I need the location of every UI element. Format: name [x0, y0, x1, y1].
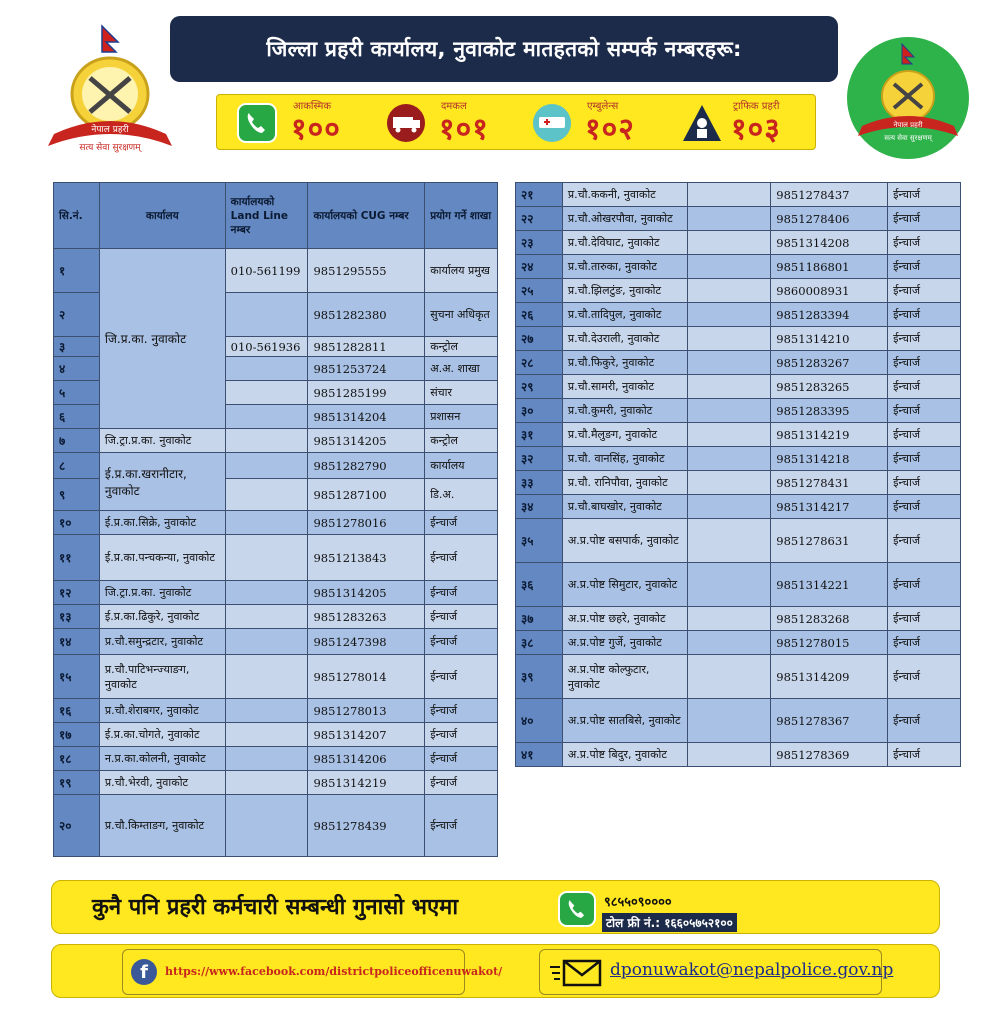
row-sn: २४ — [516, 255, 563, 279]
row-sn: १९ — [54, 771, 100, 795]
ambulance-icon — [531, 103, 573, 143]
header-branch: प्रयोग गर्ने शाखा — [425, 183, 498, 249]
office-name: जि.ट्रा.प्र.का. नुवाकोट — [99, 581, 225, 605]
table-row — [516, 399, 961, 423]
table-row — [54, 723, 498, 747]
table-row — [516, 519, 961, 563]
table-row — [516, 471, 961, 495]
page-title: जिल्ला प्रहरी कार्यालय, नुवाकोट मातहतको सम्पर्क नम्बरहरू: — [266, 37, 742, 61]
table-row — [516, 495, 961, 519]
cug-number: 9851314205 — [308, 581, 425, 605]
cug-number: 9851283394 — [771, 303, 888, 327]
office-name: प्र.चौ.झिलटुंङ, नुवाकोट — [562, 279, 687, 303]
row-sn: ३६ — [516, 563, 563, 607]
fire-truck-icon — [385, 103, 427, 143]
branch-name: ईन्चार्ज — [888, 495, 961, 519]
branch-name: ईन्चार्ज — [888, 231, 961, 255]
branch-name: ईन्चार्ज — [425, 747, 498, 771]
office-name: अ.प्र.पोष्ट बसपार्क, नुवाकोट — [562, 519, 687, 563]
landline-number — [687, 471, 771, 495]
branch-name: ईन्चार्ज — [425, 723, 498, 747]
cug-number: 9851282790 — [308, 453, 425, 479]
cug-number: 9851283268 — [771, 607, 888, 631]
landline-number — [225, 535, 308, 581]
branch-name: ईन्चार्ज — [888, 279, 961, 303]
office-name: ई.प्र.का.चोगते, नुवाकोट — [99, 723, 225, 747]
branch-name: कार्यालय प्रमुख — [425, 249, 498, 293]
emergency-number: १०३ — [731, 112, 781, 147]
emergency-label: दमकल — [441, 101, 467, 112]
landline-number — [687, 743, 771, 767]
branch-name: ईन्चार्ज — [425, 605, 498, 629]
branch-name: संचार — [425, 381, 498, 405]
office-name: प्र.चौ. रानिपौवा, नुवाकोट — [562, 471, 687, 495]
logo-right-ribbon: नेपाल प्रहरी — [893, 121, 923, 129]
landline-number — [225, 357, 308, 381]
complaint-banner — [51, 880, 940, 934]
branch-name: ईन्चार्ज — [888, 563, 961, 607]
cug-number: 9851278437 — [771, 183, 888, 207]
branch-name: ईन्चार्ज — [425, 699, 498, 723]
table-row — [516, 327, 961, 351]
branch-name: ईन्चार्ज — [425, 795, 498, 857]
cug-number: 9851314206 — [308, 747, 425, 771]
cug-number: 9851278431 — [771, 471, 888, 495]
landline-number — [687, 519, 771, 563]
phone-icon — [558, 891, 596, 927]
landline-number — [687, 495, 771, 519]
landline-number — [687, 399, 771, 423]
emergency-number: १०१ — [439, 112, 489, 147]
email-icon — [550, 959, 602, 987]
table-row — [516, 351, 961, 375]
row-sn: १ — [54, 249, 100, 293]
office-name: प्र.चौ.ककनी, नुवाकोट — [562, 183, 687, 207]
row-sn: ३४ — [516, 495, 563, 519]
branch-name: ईन्चार्ज — [425, 771, 498, 795]
landline-number — [687, 447, 771, 471]
branch-name: कन्ट्रोल — [425, 337, 498, 357]
table-row — [54, 699, 498, 723]
cug-number: 9851314219 — [308, 771, 425, 795]
contacts-table-right — [515, 182, 961, 767]
landline-number — [687, 303, 771, 327]
branch-name: ईन्चार्ज — [888, 607, 961, 631]
office-name: प्र.चौ.कुमरी, नुवाकोट — [562, 399, 687, 423]
row-sn: २१ — [516, 183, 563, 207]
cug-number: 9851278369 — [771, 743, 888, 767]
table-row — [54, 795, 498, 857]
table-row — [516, 699, 961, 743]
landline-number — [225, 629, 308, 655]
row-sn: ३ — [54, 337, 100, 357]
cug-number: 9851314217 — [771, 495, 888, 519]
row-sn: ४ — [54, 357, 100, 381]
branch-name: अ.अ. शाखा — [425, 357, 498, 381]
row-sn: ४१ — [516, 743, 563, 767]
office-name: अ.प्र.पोष्ट सिमुटार, नुवाकोट — [562, 563, 687, 607]
cug-number: 9851295555 — [308, 249, 425, 293]
table-row — [516, 303, 961, 327]
landline-number — [225, 429, 308, 453]
table-row — [54, 453, 498, 479]
row-sn: २३ — [516, 231, 563, 255]
row-sn: १३ — [54, 605, 100, 629]
table-row — [516, 607, 961, 631]
emergency-number: १०० — [291, 112, 341, 147]
landline-number — [687, 231, 771, 255]
table-row — [516, 375, 961, 399]
table-row — [516, 207, 961, 231]
cug-number: 9851278015 — [771, 631, 888, 655]
complaint-number[interactable]: ९८५५०९०००० — [604, 895, 672, 910]
nepal-police-green-emblem-icon — [846, 36, 970, 160]
emergency-label: एम्बुलेन्स — [587, 101, 619, 112]
branch-name: कन्ट्रोल — [425, 429, 498, 453]
office-name: जि.प्र.का. नुवाकोट — [99, 249, 225, 429]
landline-number — [225, 771, 308, 795]
branch-name: ईन्चार्ज — [425, 581, 498, 605]
cug-number: 9851314208 — [771, 231, 888, 255]
row-sn: ६ — [54, 405, 100, 429]
row-sn: १२ — [54, 581, 100, 605]
office-name: प्र.चौ.मैलुङग, नुवाकोट — [562, 423, 687, 447]
branch-name: ईन्चार्ज — [425, 535, 498, 581]
office-name: प्र.चौ.बाघखोर, नुवाकोट — [562, 495, 687, 519]
branch-name: ईन्चार्ज — [888, 255, 961, 279]
branch-name: ईन्चार्ज — [888, 207, 961, 231]
row-sn: २९ — [516, 375, 563, 399]
cug-number: 9851314218 — [771, 447, 888, 471]
branch-name: ईन्चार्ज — [888, 399, 961, 423]
landline-number — [225, 699, 308, 723]
emergency-label: ट्राफिक प्रहरी — [733, 101, 780, 112]
office-name: प्र.चौ.तादिपुल, नुवाकोट — [562, 303, 687, 327]
row-sn: ५ — [54, 381, 100, 405]
row-sn: २२ — [516, 207, 563, 231]
table-row — [54, 771, 498, 795]
branch-name: ईन्चार्ज — [425, 629, 498, 655]
table-row — [516, 655, 961, 699]
landline-number — [225, 605, 308, 629]
row-sn: १७ — [54, 723, 100, 747]
branch-name: ईन्चार्ज — [888, 743, 961, 767]
facebook-link-box[interactable] — [122, 949, 503, 995]
facebook-link[interactable]: https://www.facebook.com/districtpoliceofficenuwakot/ — [165, 965, 503, 978]
row-sn: ३० — [516, 399, 563, 423]
table-row — [54, 249, 498, 293]
table-row — [516, 183, 961, 207]
emergency-numbers-banner — [216, 94, 816, 150]
table-row — [54, 605, 498, 629]
logo-left-motto: सत्य सेवा सुरक्षणम् — [79, 143, 141, 153]
office-name: प्र.चौ.पाटिभन्ज्याङग, नुवाकोट — [99, 655, 225, 699]
cug-number: 9851278367 — [771, 699, 888, 743]
cug-number: 9851314207 — [308, 723, 425, 747]
landline-number — [687, 183, 771, 207]
facebook-icon: f — [131, 959, 157, 985]
office-name: प्र.चौ.देउराली, नुवाकोट — [562, 327, 687, 351]
office-name: प्र.चौ.ओखरपौवा, नुवाकोट — [562, 207, 687, 231]
logo-right-motto: सत्य सेवा सुरक्षणम् — [884, 134, 932, 142]
cug-number: 9851283395 — [771, 399, 888, 423]
office-name: प्र.चौ.किम्ताङग, नुवाकोट — [99, 795, 225, 857]
landline-number — [225, 293, 308, 337]
table-row — [516, 255, 961, 279]
landline-number — [225, 479, 308, 511]
traffic-police-icon — [681, 103, 723, 143]
table-row — [516, 231, 961, 255]
row-sn: ३२ — [516, 447, 563, 471]
toll-free-number[interactable]: टोल फ्री नं.: १६६०५७५२१०० — [602, 913, 737, 932]
branch-name: ईन्चार्ज — [888, 351, 961, 375]
row-sn: ३३ — [516, 471, 563, 495]
branch-name: ईन्चार्ज — [425, 655, 498, 699]
branch-name: ईन्चार्ज — [888, 375, 961, 399]
office-name: प्र.चौ.भेरवी, नुवाकोट — [99, 771, 225, 795]
row-sn: ८ — [54, 453, 100, 479]
landline-number — [225, 581, 308, 605]
table-row — [516, 743, 961, 767]
row-sn: ९ — [54, 479, 100, 511]
cug-number: 9851282811 — [308, 337, 425, 357]
office-name: अ.प्र.पोष्ट कोल्फुटार, नुवाकोट — [562, 655, 687, 699]
landline-number — [687, 255, 771, 279]
cug-number: 9851282380 — [308, 293, 425, 337]
office-name: प्र.चौ.सामरी, नुवाकोट — [562, 375, 687, 399]
cug-number: 9851314221 — [771, 563, 888, 607]
table-row — [516, 447, 961, 471]
landline-number — [687, 563, 771, 607]
logo-left-ribbon: नेपाल प्रहरी — [91, 125, 129, 135]
emergency-number: १०२ — [585, 112, 635, 147]
landline-number — [687, 655, 771, 699]
landline-number — [687, 631, 771, 655]
branch-name: सुचना अधिकृत — [425, 293, 498, 337]
cug-number: 9851186801 — [771, 255, 888, 279]
office-name: प्र.चौ.तारुका, नुवाकोट — [562, 255, 687, 279]
office-name: प्र.चौ.समुन्द्रटार, नुवाकोट — [99, 629, 225, 655]
branch-name: ईन्चार्ज — [888, 447, 961, 471]
table-row — [54, 511, 498, 535]
cug-number: 9851278016 — [308, 511, 425, 535]
landline-number: 010-561199 — [225, 249, 308, 293]
cug-number: 9851314205 — [308, 429, 425, 453]
table-row — [516, 631, 961, 655]
row-sn: ३७ — [516, 607, 563, 631]
cug-number: 9851278631 — [771, 519, 888, 563]
row-sn: १० — [54, 511, 100, 535]
table-row — [54, 535, 498, 581]
office-name: ई.प्र.का.खरानीटार, नुवाकोट — [99, 453, 225, 511]
cug-number: 9851314210 — [771, 327, 888, 351]
cug-number: 9860008931 — [771, 279, 888, 303]
cug-number: 9851278014 — [308, 655, 425, 699]
row-sn: ३८ — [516, 631, 563, 655]
contacts-table-left — [53, 182, 498, 857]
cug-number: 9851283263 — [308, 605, 425, 629]
office-name: अ.प्र.पोष्ट बिदुर, नुवाकोट — [562, 743, 687, 767]
row-sn: २० — [54, 795, 100, 857]
row-sn: ७ — [54, 429, 100, 453]
header-office: कार्यालय — [99, 183, 225, 249]
office-name: प्र.चौ.देविघाट, नुवाकोट — [562, 231, 687, 255]
branch-name: ईन्चार्ज — [888, 471, 961, 495]
branch-name: ईन्चार्ज — [888, 699, 961, 743]
office-name: ई.प्र.का.सिक्रे, नुवाकोट — [99, 511, 225, 535]
landline-number — [687, 699, 771, 743]
cug-number: 9851314219 — [771, 423, 888, 447]
row-sn: २६ — [516, 303, 563, 327]
complaint-text: कुनै पनि प्रहरी कर्मचारी सम्बन्धी गुनासो भएमा — [92, 895, 459, 920]
row-sn: २५ — [516, 279, 563, 303]
row-sn: ३५ — [516, 519, 563, 563]
cug-number: 9851314209 — [771, 655, 888, 699]
office-name: प्र.चौ.शेराबगर, नुवाकोट — [99, 699, 225, 723]
landline-number — [687, 423, 771, 447]
office-name: अ.प्र.पोष्ट छहरे, नुवाकोट — [562, 607, 687, 631]
row-sn: १६ — [54, 699, 100, 723]
table-row — [54, 629, 498, 655]
office-name: ई.प्र.का.पन्चकन्या, नुवाकोट — [99, 535, 225, 581]
branch-name: ईन्चार्ज — [888, 303, 961, 327]
landline-number — [225, 723, 308, 747]
table-row — [54, 429, 498, 453]
row-sn: ३९ — [516, 655, 563, 699]
email-link-box[interactable] — [539, 949, 894, 995]
landline-number — [687, 279, 771, 303]
cug-number: 9851285199 — [308, 381, 425, 405]
office-name: अ.प्र.पोष्ट गुर्जे, नुवाकोट — [562, 631, 687, 655]
table-row — [54, 581, 498, 605]
branch-name: कार्यालय — [425, 453, 498, 479]
row-sn: ३१ — [516, 423, 563, 447]
landline-number — [225, 655, 308, 699]
phone-icon — [237, 103, 277, 143]
row-sn: २८ — [516, 351, 563, 375]
table-row — [54, 747, 498, 771]
header-sn: सि.नं. — [54, 183, 100, 249]
row-sn: २७ — [516, 327, 563, 351]
cug-number: 9851287100 — [308, 479, 425, 511]
row-sn: १८ — [54, 747, 100, 771]
header-landline: कार्यालयको Land Line नम्बर — [225, 183, 308, 249]
landline-number — [687, 351, 771, 375]
office-name: जि.ट्रा.प्र.का. नुवाकोट — [99, 429, 225, 453]
landline-number — [225, 381, 308, 405]
landline-number — [687, 327, 771, 351]
branch-name: ईन्चार्ज — [888, 655, 961, 699]
cug-number: 9851283267 — [771, 351, 888, 375]
social-contact-banner — [51, 944, 940, 998]
row-sn: १४ — [54, 629, 100, 655]
branch-name: ईन्चार्ज — [425, 511, 498, 535]
branch-name: डि.अ. — [425, 479, 498, 511]
header-cug: कार्यालयको CUG नम्बर — [308, 183, 425, 249]
nepal-police-emblem-icon — [44, 22, 184, 156]
table-row — [54, 655, 498, 699]
table-header-row — [54, 183, 498, 249]
cug-number: 9851283265 — [771, 375, 888, 399]
branch-name: ईन्चार्ज — [888, 423, 961, 447]
office-name: प्र.चौ.फिकुरे, नुवाकोट — [562, 351, 687, 375]
cug-number: 9851213843 — [308, 535, 425, 581]
cug-number: 9851314204 — [308, 405, 425, 429]
cug-number: 9851253724 — [308, 357, 425, 381]
row-sn: ४० — [516, 699, 563, 743]
office-name: न.प्र.का.कोलनी, नुवाकोट — [99, 747, 225, 771]
office-name: प्र.चौ. वानसिंह, नुवाकोट — [562, 447, 687, 471]
office-name: ई.प्र.का.ढिकुरे, नुवाकोट — [99, 605, 225, 629]
emergency-label: आकस्मिक — [293, 101, 332, 112]
office-name: अ.प्र.पोष्ट सातबिसे, नुवाकोट — [562, 699, 687, 743]
table-row — [516, 279, 961, 303]
row-sn: १५ — [54, 655, 100, 699]
branch-name: ईन्चार्ज — [888, 183, 961, 207]
cug-number: 9851247398 — [308, 629, 425, 655]
cug-number: 9851278013 — [308, 699, 425, 723]
landline-number — [687, 375, 771, 399]
branch-name: प्रशासन — [425, 405, 498, 429]
branch-name: ईन्चार्ज — [888, 519, 961, 563]
cug-number: 9851278406 — [771, 207, 888, 231]
landline-number — [687, 607, 771, 631]
landline-number — [225, 511, 308, 535]
table-row — [516, 563, 961, 607]
row-sn: २ — [54, 293, 100, 337]
email-link[interactable]: dponuwakot@nepalpolice.gov.np — [610, 960, 894, 980]
landline-number — [225, 453, 308, 479]
landline-number — [687, 207, 771, 231]
page-title-bar — [170, 16, 838, 82]
row-sn: ११ — [54, 535, 100, 581]
table-row — [516, 423, 961, 447]
landline-number — [225, 795, 308, 857]
landline-number: 010-561936 — [225, 337, 308, 357]
branch-name: ईन्चार्ज — [888, 631, 961, 655]
landline-number — [225, 747, 308, 771]
landline-number — [225, 405, 308, 429]
branch-name: ईन्चार्ज — [888, 327, 961, 351]
cug-number: 9851278439 — [308, 795, 425, 857]
